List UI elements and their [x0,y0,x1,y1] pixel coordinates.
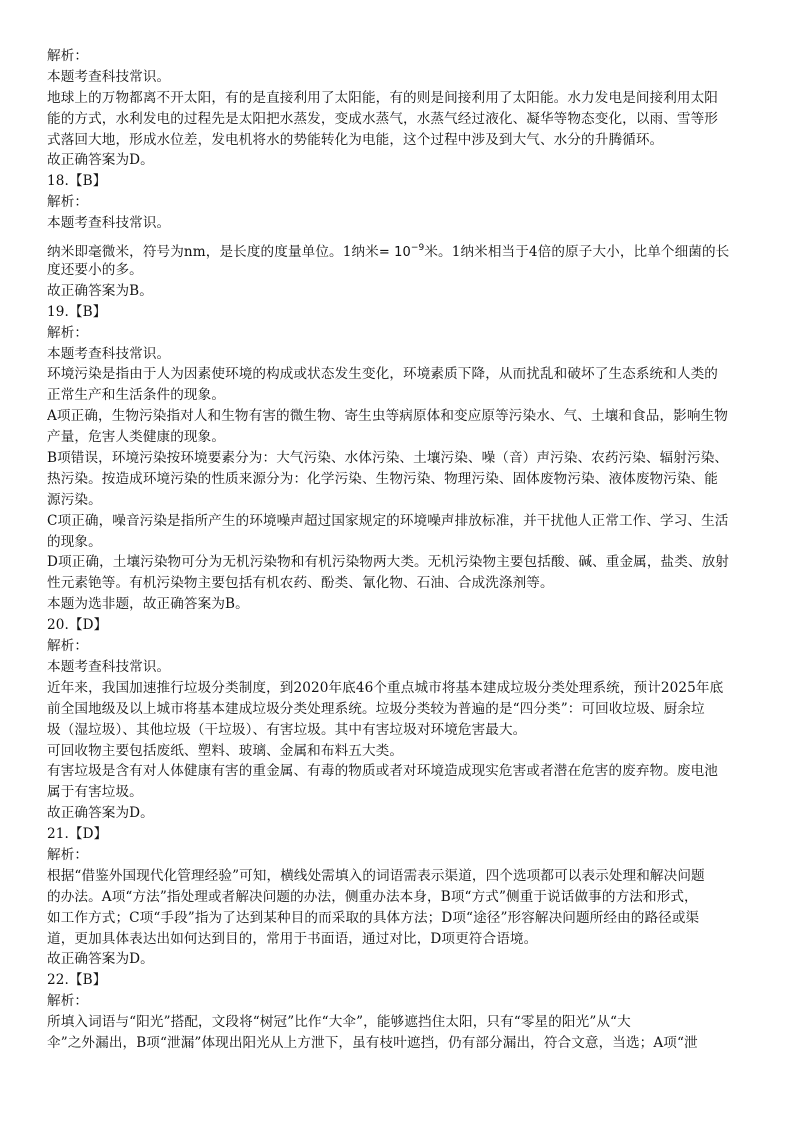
question-answer-heading: 19.【B】 [47,303,107,320]
text-line: 源污染。 [47,491,102,508]
text-line: 伞”之外漏出，B项“泄漏”体现出阳光从上方泄下，虽有枝叶遮挡，仍有部分漏出，符合文意，当选；A项“泄 [47,1034,698,1051]
equals-sign: = [378,245,395,261]
power-exponent: −9 [410,243,425,254]
text-line: 可回收物主要包括废纸、塑料、玻璃、金属和布料五大类。 [47,742,404,759]
text-line: 正常生产和生活条件的现象。 [47,387,226,404]
text-line: A项正确，生物污染指对人和生物有害的微生物、寄生虫等病原体和变应原等污染水、气、土壤和食品，影响生物 [47,408,728,425]
text-line: 圾（湿垃圾）、其他垃圾（干垃圾）、有害垃圾。其中有害垃圾对环境危害最大。 [47,721,527,738]
text-line: 能的方式，水利发电的过程先是太阳把水蒸发，变成水蒸气，水蒸气经过液化、凝华等物态变化，以雨、雪等形 [47,110,718,127]
text-line: 产量，危害人类健康的现象。 [47,429,226,446]
scientific-notation [379,245,424,260]
text-line: B项错误，环境污染按环境要素分为：大气污染、水体污染、土壤污染、噪（音）声污染、农药污染、辐射污染、 [47,450,729,467]
text-line: 近年来，我国加速推行垃圾分类制度，到2020年底46个重点城市将基本建成垃圾分类处理系统，预计2025年底 [47,679,724,696]
text-line: 热污染。按造成环境污染的性质来源分为：化学污染、生物污染、物理污染、固体废物污染、液体废物污染、能 [47,470,718,487]
text-line: 根据“借鉴外国现代化管理经验”可知，横线处需填入的词语需表示渠道，四个选项都可以表示处理和解决问题 [47,867,705,884]
answer-conclusion: 故正确答案为D。 [47,152,154,169]
answer-explanation-document [47,46,757,1054]
analysis-label: 解析： [47,324,89,341]
text-line: 本题考查科技常识。 [47,68,171,85]
question-answer-heading: 18.【B】 [47,173,107,190]
analysis-label: 解析： [47,194,89,211]
text-line: 道，更加具体表达出如何达到目的，常用于书面语，通过对比，D项更符合语境。 [47,930,538,947]
answer-conclusion: 故正确答案为B。 [47,282,153,299]
text-line: 本题考查科技常识。 [47,658,171,675]
answer-conclusion: 故正确答案为D。 [47,805,154,822]
text-line: 的办法。A项“方法”指处理或者解决问题的办法，侧重办法本身，B项“方式”侧重于说话做事的方法和形式， [47,888,698,905]
question-answer-heading: 20.【D】 [47,617,108,634]
analysis-label: 解析： [47,993,89,1010]
text-line: 度还要小的多。 [47,262,143,279]
text-line: 属于有害垃圾。 [47,784,143,801]
analysis-label: 解析： [47,638,89,655]
text-line: 有害垃圾是含有对人体健康有害的重金属、有毒的物质或者对环境造成现实危害或者潜在危害的废弃物。废电池 [47,763,718,780]
text-line: 本题考查科技常识。 [47,215,171,232]
analysis-label: 解析： [47,846,89,863]
text-segment: 米。1纳米相当于4倍的原子大小，比单个细菌的长 [424,244,730,261]
text-line: 的现象。 [47,533,102,550]
text-line: 地球上的万物都离不开太阳，有的是直接利用了太阳能，有的则是间接利用了太阳能。水力发电是间接利用太阳 [47,89,718,106]
question-answer-heading: 21.【D】 [47,826,108,843]
analysis-label: 解析： [47,48,89,64]
text-line: 本题考查科技常识。 [47,345,171,362]
text-line: 环境污染是指由于人为因素使环境的构成或状态发生变化，环境素质下降，从而扰乱和破坏了生态系统和人类的 [47,366,718,383]
text-line: 前全国地级及以上城市将基本建成垃圾分类处理系统。垃圾分类较为普遍的是“四分类”：可回收垃圾、厨余垃 [47,700,705,717]
text-line: C项正确，噪音污染是指所产生的环境噪声超过国家规定的环境噪声排放标准，并干扰他人正常工作、学习、生活 [47,512,729,529]
text-segment: 纳米即毫微米，符号为nm，是长度的度量单位。1纳米 [47,244,379,261]
power-base: 10 [394,245,411,261]
answer-conclusion: 本题为选非题，故正确答案为B。 [47,596,249,613]
text-line: 如工作方式；C项“手段”指为了达到某种目的而采取的具体方法；D项“途径”形容解决问题所经由的路径或渠 [47,909,700,926]
text-line: 式落回大地，形成水位差，发电机将水的势能转化为电能，这个过程中涉及到大气、水分的升腾循环。 [47,131,664,148]
text-line: 性元素铯等。有机污染物主要包括有机农药、酚类、氰化物、石油、合成洗涤剂等。 [47,575,554,592]
nanometer-definition-line [47,234,757,260]
text-line: 所填入词语与“阳光”搭配，文段将“树冠”比作“大伞”，能够遮挡住太阳，只有“零星的阳光”从“大 [47,1014,631,1031]
answer-conclusion: 故正确答案为D。 [47,951,154,968]
text-line: D项正确，土壤污染物可分为无机污染物和有机污染物两大类。无机污染物主要包括酸、碱、重金属，盐类、放射 [47,554,729,571]
question-answer-heading: 22.【B】 [47,972,107,989]
